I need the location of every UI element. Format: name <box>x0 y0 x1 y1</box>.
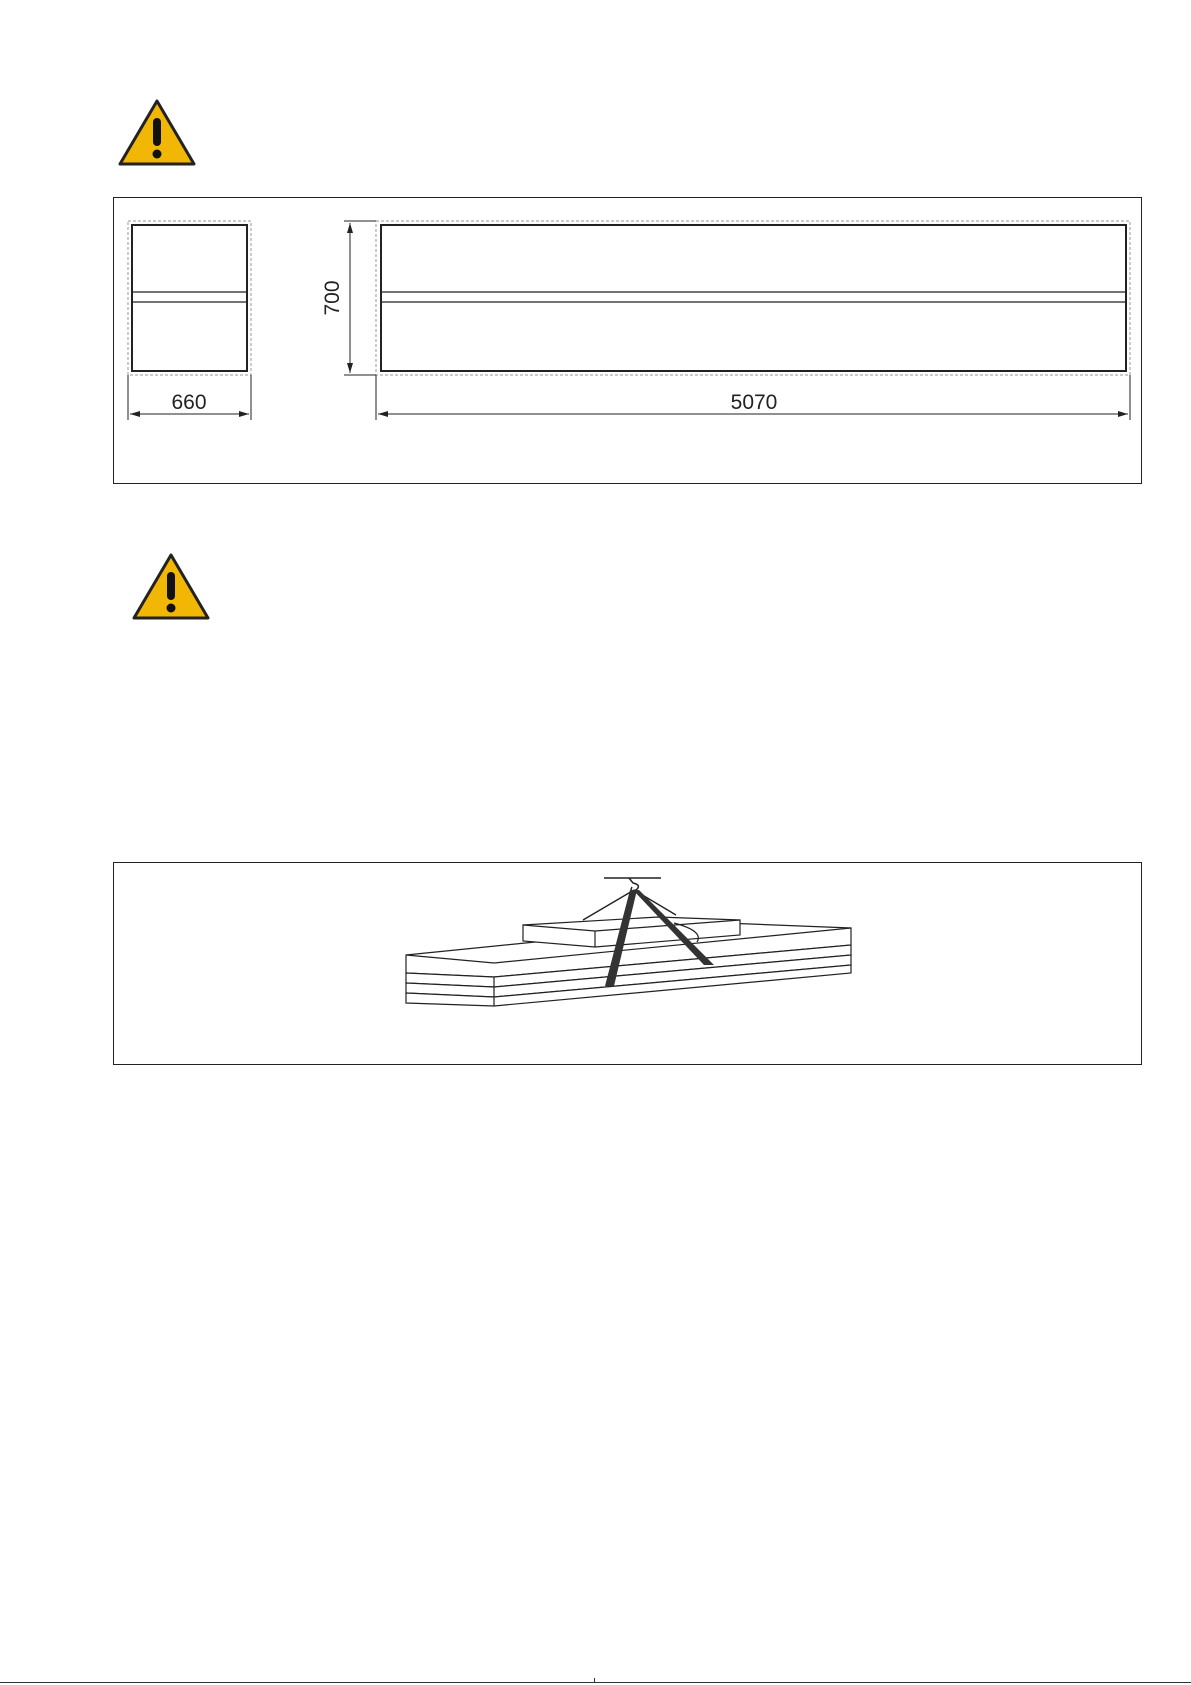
crane-hook-icon <box>604 878 661 891</box>
page-footer-tick <box>594 1678 595 1683</box>
lifting-illustration-panel <box>113 862 1142 1065</box>
warning-icon <box>132 552 210 622</box>
height-dimension-label: 700 <box>321 280 344 316</box>
crate-dimension-drawing <box>114 198 1141 483</box>
length-dimension-label: 5070 <box>730 391 778 414</box>
warning-icon <box>118 98 196 168</box>
page-footer-rule <box>0 1682 1191 1683</box>
lifting-sling-illustration <box>114 863 1141 1064</box>
dimension-drawing-panel <box>113 197 1142 484</box>
width-dimension-label: 660 <box>171 391 207 414</box>
